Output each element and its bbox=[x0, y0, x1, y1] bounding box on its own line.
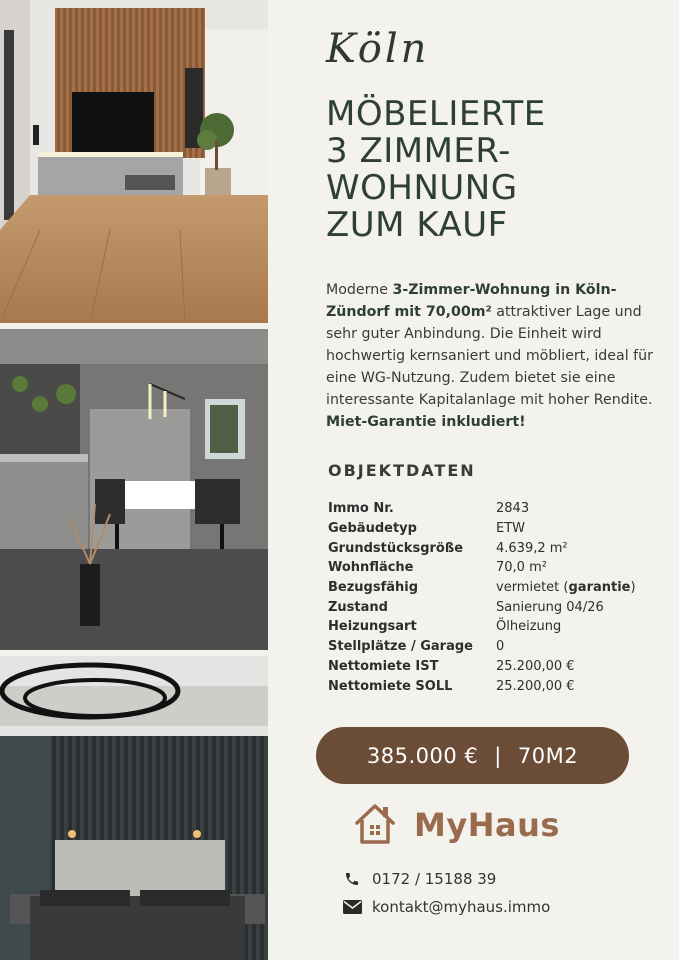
living-room-photo bbox=[0, 0, 268, 323]
fact-value-part: ) bbox=[630, 580, 636, 596]
fact-key: Wohnfläche bbox=[328, 560, 414, 576]
fact-value: 4.639,2 m² bbox=[496, 540, 568, 556]
house-icon bbox=[354, 801, 396, 849]
brand-name: MyHaus bbox=[414, 806, 560, 844]
price-badge bbox=[316, 727, 629, 784]
fact-value: 2843 bbox=[496, 501, 530, 517]
email-address: kontakt@myhaus.immo bbox=[372, 898, 551, 916]
fact-key: Nettomiete SOLL bbox=[328, 678, 453, 694]
price-separator: | bbox=[494, 743, 502, 768]
fact-row bbox=[328, 558, 658, 578]
fact-value-bold: garantie bbox=[568, 580, 631, 596]
headline-line: 3 ZIMMER- bbox=[326, 131, 511, 171]
fact-value: 70,0 m² bbox=[496, 560, 547, 576]
city-title: Köln bbox=[326, 26, 430, 72]
fact-row bbox=[328, 637, 658, 657]
fact-row bbox=[328, 538, 658, 558]
email-contact[interactable] bbox=[342, 898, 550, 916]
dining-room-photo bbox=[0, 329, 268, 650]
fact-key: Heizungsart bbox=[328, 619, 417, 635]
headline bbox=[326, 96, 666, 244]
description-text: attraktiver Lage und sehr guter Anbindung. Die Einheit wird hochwertig kernsaniert und möbliert, ideal für eine WG-Nutzung. Zudem bietet sie eine interessante Kapitalanlage mit hoher Rendite. bbox=[326, 304, 653, 408]
objektdaten-list bbox=[328, 499, 658, 696]
fact-key: Grundstücksgröße bbox=[328, 540, 464, 556]
fact-row bbox=[328, 657, 658, 677]
fact-key: Gebäudetyp bbox=[328, 521, 417, 537]
fact-row bbox=[328, 519, 658, 539]
photo-column bbox=[0, 0, 268, 960]
fact-value: 25.200,00 € bbox=[496, 678, 575, 694]
fact-row bbox=[328, 597, 658, 617]
objektdaten-title: OBJEKTDATEN bbox=[328, 461, 476, 480]
fact-value bbox=[496, 580, 636, 595]
fact-key: Bezugsfähig bbox=[328, 580, 419, 596]
bedroom-photo bbox=[0, 656, 268, 960]
fact-value: ETW bbox=[496, 521, 526, 537]
description-text: Moderne bbox=[326, 282, 393, 298]
description-highlight: 3-Zimmer-Wohnung in Köln-Zündorf mit 70,00m² bbox=[326, 282, 617, 320]
fact-value-part: vermietet ( bbox=[496, 580, 569, 596]
description bbox=[326, 279, 656, 433]
price-size: 70M2 bbox=[517, 743, 579, 768]
content-column bbox=[268, 0, 679, 960]
fact-value: Ölheizung bbox=[496, 619, 562, 635]
fact-key: Zustand bbox=[328, 599, 388, 615]
fact-row bbox=[328, 578, 658, 598]
fact-row bbox=[328, 676, 658, 696]
fact-value: 25.200,00 € bbox=[496, 658, 575, 674]
fact-row bbox=[328, 499, 658, 519]
rent-guarantee-highlight: Miet-Garantie inkludiert! bbox=[326, 414, 526, 430]
headline-line: WOHNUNG bbox=[326, 168, 518, 208]
brand-logo bbox=[354, 801, 560, 849]
fact-row bbox=[328, 617, 658, 637]
fact-value: 0 bbox=[496, 639, 505, 655]
fact-value: Sanierung 04/26 bbox=[496, 599, 604, 615]
phone-contact[interactable] bbox=[342, 870, 496, 888]
envelope-icon bbox=[342, 900, 362, 914]
phone-number: 0172 / 15188 39 bbox=[372, 870, 497, 888]
headline-line: ZUM KAUF bbox=[326, 205, 508, 245]
headline-line: MÖBELIERTE bbox=[326, 94, 546, 134]
fact-key: Nettomiete IST bbox=[328, 658, 439, 674]
price-amount: 385.000 € bbox=[366, 743, 479, 768]
fact-key: Immo Nr. bbox=[328, 501, 394, 517]
fact-key: Stellplätze / Garage bbox=[328, 639, 473, 655]
phone-icon bbox=[342, 871, 362, 887]
